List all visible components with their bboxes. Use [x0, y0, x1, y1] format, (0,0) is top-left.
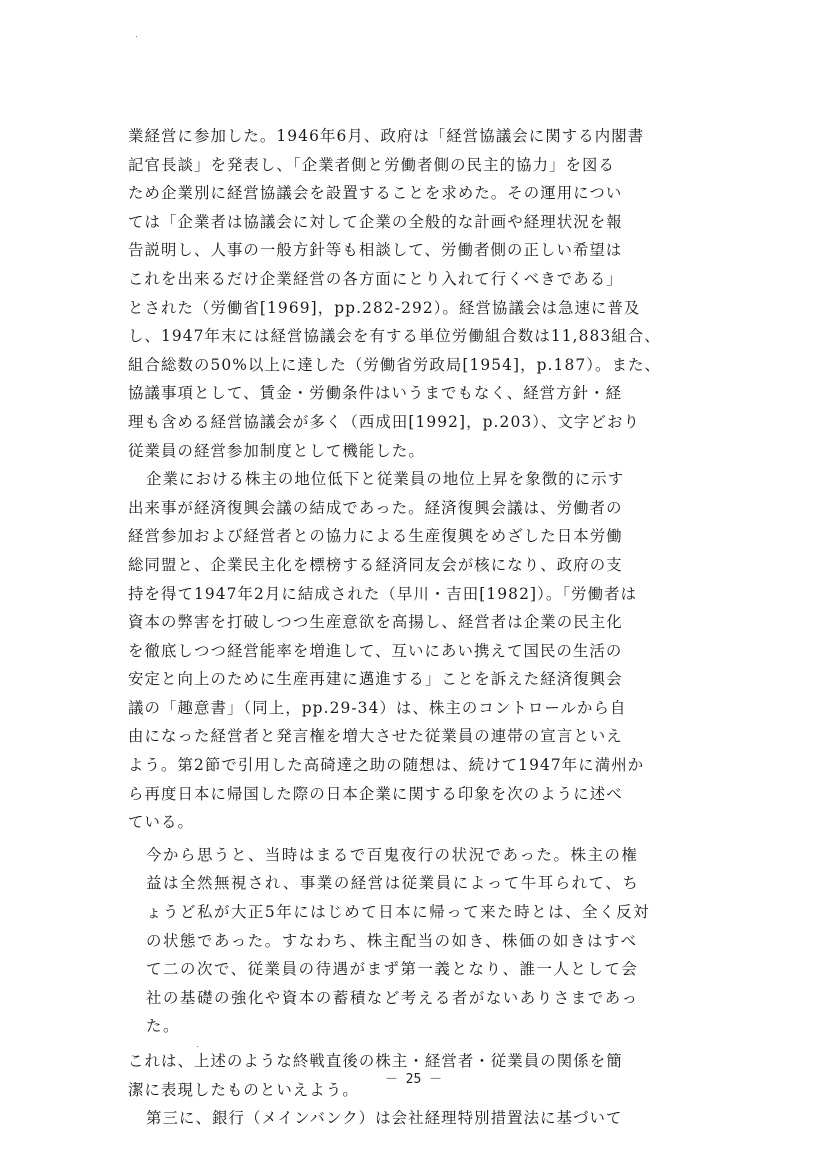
- text-line: ている。: [128, 813, 194, 832]
- quote-line: 社の基礎の強化や資本の蓄積など考える者がないありさまであっ: [146, 988, 639, 1007]
- text-line: これを出来るだけ企業経営の各方面にとり入れて行くべきである」: [128, 269, 623, 288]
- quote-line: た。: [146, 1017, 180, 1036]
- paragraph-2: [128, 465, 718, 837]
- body-text: [128, 122, 718, 1133]
- text-line: とされた（労働省[1969]，pp.282-292）。経営協議会は急速に普及: [128, 298, 641, 317]
- text-line: よう。第2節で引用した高碕達之助の随想は、続けて1947年に満州か: [128, 756, 645, 775]
- text-line: 総同盟と、企業民主化を標榜する経済同友会が核になり、政府の支: [128, 555, 623, 574]
- paragraph-4: [128, 1104, 718, 1133]
- paragraph-1: [128, 122, 718, 465]
- text-line: し、1947年末には経営協議会を有する単位労働組合数は11,883組合、: [128, 327, 661, 346]
- quote-line: ょうど私が大正5年にはじめて日本に帰って来た時とは、全く反対: [146, 903, 651, 922]
- quote-line: 益は全然無視され、事業の経営は従業員によって牛耳られて、ち: [146, 874, 640, 893]
- text-line: 経営参加および経営者との協力による生産復興をめざした日本労働: [128, 527, 623, 546]
- text-line: 由になった経営者と発言権を増大させた従業員の連帯の宣言といえ: [128, 727, 623, 746]
- scan-speck: [136, 36, 137, 37]
- text-line: 出来事が経済復興会議の結成であった。経済復興会議は、労働者の: [128, 498, 623, 517]
- text-line: ため企業別に経営協議会を設置することを求めた。その運用につい: [128, 184, 623, 203]
- text-line: 従業員の経営参加制度として機能した。: [128, 441, 425, 460]
- text-line: 組合総数の50%以上に達した（労働省労政局[1954]，p.187）。また、: [128, 355, 661, 374]
- quote-line: て二の次で、従業員の待遇がまず第一義となり、誰一人として会: [146, 960, 639, 979]
- text-line: 理も含める経営協議会が多く（西成田[1992]，p.203）、文字どおり: [128, 412, 640, 431]
- quote-line: 今から思うと、当時はまるで百鬼夜行の状況であった。株主の権: [146, 845, 639, 864]
- text-line: 議の「趣意書」（同上，pp.29-34）は、株主のコントロールから自: [128, 698, 627, 717]
- text-line: を徹底しつつ経営能率を増進して、互いにあい携えて国民の生活の: [128, 641, 623, 660]
- text-line: 持を得て1947年2月に結成された（早川・吉田[1982]）。「労働者は: [128, 584, 638, 603]
- text-line: ら再度日本に帰国した際の日本企業に関する印象を次のように述べ: [128, 784, 623, 803]
- block-quote: [128, 841, 718, 1041]
- text-line: 協議事項として、賃金・労働条件はいうまでもなく、経営方針・経: [128, 384, 623, 403]
- text-line: これは、上述のような終戦直後の株主・経営者・従業員の関係を簡: [128, 1052, 623, 1070]
- text-line: 潔に表現したものといえよう。: [128, 1080, 359, 1099]
- text-line: 企業における株主の地位低下と従業員の地位上昇を象徴的に示す: [146, 470, 625, 489]
- text-line: 第三に、銀行（メインバンク）は会社経理特別措置法に基づいて: [146, 1109, 623, 1128]
- text-line: 記官長談」を発表し、「企業者側と労働者側の民主的協力」を図る: [128, 155, 616, 174]
- text-line: 告説明し、人事の一般方針等も相談して、労働者側の正しい希望は: [128, 241, 623, 260]
- page-number: － 25 －: [384, 1072, 443, 1087]
- text-line: 安定と向上のために生産再建に邁進する」ことを訴えた経済復興会: [128, 670, 623, 689]
- quote-line: の状態であった。すなわち、株主配当の如き、株価の如きはすべ: [146, 931, 638, 950]
- text-line: 資本の弊害を打破しつつ生産意欲を高揚し、経営者は企業の民主化: [128, 613, 623, 632]
- text-line: ては「企業者は協議会に対して企業の全般的な計画や経理状況を報: [128, 212, 623, 231]
- text-line: 業経営に参加した。1946年6月、政府は「経営協議会に関する内閣書: [128, 127, 645, 145]
